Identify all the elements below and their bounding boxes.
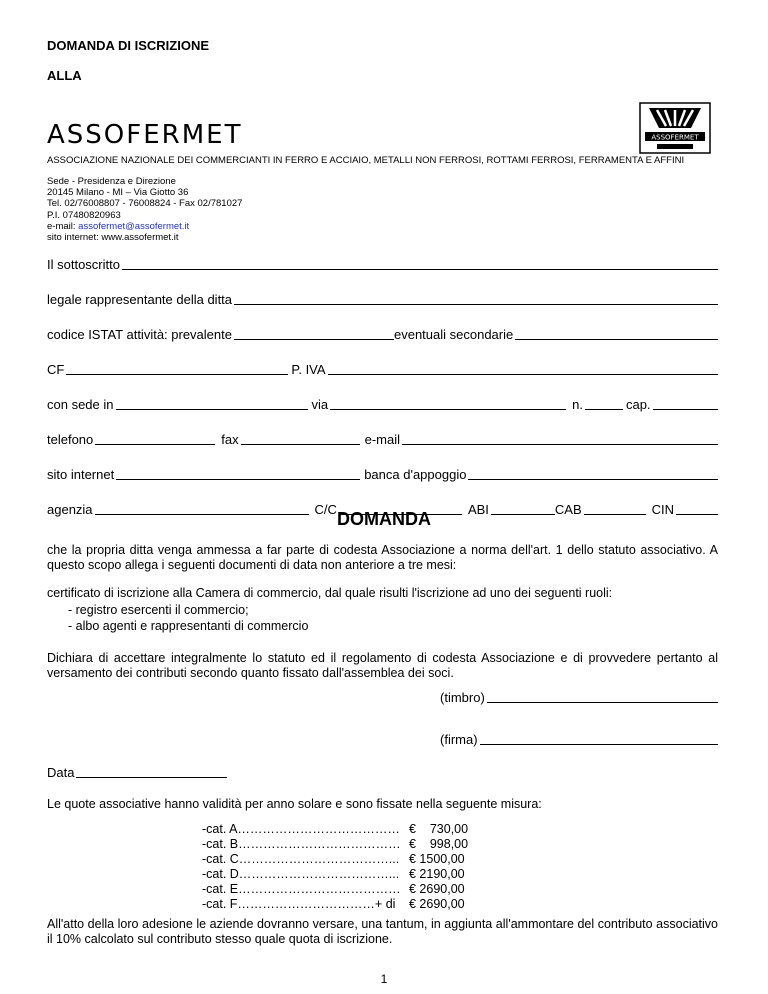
quote-category: -cat. B…………………………………: [202, 837, 401, 851]
piva-label: P. IVA: [291, 362, 326, 377]
email-field-label: e-mail: [364, 432, 401, 447]
firma-label: (firma): [440, 732, 478, 747]
list-item-registro: - registro esercenti il commercio;: [68, 603, 249, 617]
civico-label: n.: [572, 397, 583, 412]
via-field[interactable]: [330, 397, 566, 410]
sito-label: sito internet: [47, 467, 115, 482]
certificato-text: certificato di iscrizione alla Camera di commercio, dal quale risulti l'iscrizione ad uno dei seguenti ruoli:: [47, 586, 613, 600]
website-line: sito internet: www.assofermet.it: [47, 232, 179, 244]
row-sede: [47, 394, 718, 412]
row-sottoscritto: [47, 254, 718, 272]
quote-row: [202, 882, 468, 897]
email-label: e-mail:: [47, 220, 79, 232]
logo-text: ASSOFERMET: [651, 133, 699, 142]
quote-amount: € 2690,00: [409, 882, 465, 896]
quote-amount: € 998,00: [409, 837, 469, 851]
quote-category: -cat. C………………………………...: [202, 852, 400, 866]
quote-category: -cat. F……………………………+ di: [202, 897, 396, 911]
secondarie-label: eventuali secondarie: [393, 327, 514, 342]
assofermet-logo: [639, 102, 711, 154]
telefono-field[interactable]: [95, 432, 215, 445]
legale-label: legale rappresentante della ditta: [47, 292, 233, 307]
timbro-label: (timbro): [440, 690, 485, 705]
fax-field[interactable]: [241, 432, 360, 445]
quote-intro: Le quote associative hanno validità per anno solare e sono fissate nella seguente misura:: [47, 797, 542, 811]
telefono-label: telefono: [47, 432, 94, 447]
quote-amount: € 2690,00: [409, 897, 465, 911]
row-timbro: [440, 687, 718, 705]
quote-category: -cat. E…………………………………: [202, 882, 401, 896]
email-field[interactable]: [402, 432, 718, 445]
quote-row: [202, 897, 468, 912]
sede-line2: 20145 Milano - MI – Via Giotto 36: [47, 187, 189, 199]
list-item-albo: - albo agenti e rappresentanti di commercio: [68, 619, 309, 633]
sede-field[interactable]: [116, 397, 308, 410]
association-full-name: ASSOCIAZIONE NAZIONALE DEI COMMERCIANTI IN FERRO E ACCIAIO, METALLI NON FERROSI, ROTTAMI FERROSI, FERRAMENTA E AFFINI: [47, 155, 685, 166]
brand-wordmark: ASSOFERMET: [47, 120, 243, 150]
row-istat: [47, 324, 718, 342]
domanda-title: DOMANDA: [337, 509, 431, 529]
sede-line3: Tel. 02/76008807 - 76008824 - Fax 02/781027: [47, 198, 243, 210]
dichiara-paragraph: Dichiara di accettare integralmente lo statuto ed il regolamento di codesta Associazione e di provvedere pertanto al versamento dei contributi secondo quanto fissato dall'assemblea dei soci.: [47, 651, 718, 680]
quote-row: [202, 852, 468, 867]
quote-table: [202, 822, 468, 912]
quote-row: [202, 837, 468, 852]
ditta-field[interactable]: [234, 292, 718, 305]
quote-row: [202, 822, 468, 837]
cf-label: CF: [47, 362, 65, 377]
data-field[interactable]: [76, 765, 227, 778]
row-data: [47, 762, 227, 780]
form-title-line1: DOMANDA DI ISCRIZIONE: [47, 38, 210, 53]
cab-label: CAB: [554, 502, 582, 517]
row-cf: [47, 359, 718, 377]
quote-category: -cat. A…………………………………: [202, 822, 400, 836]
via-label: via: [311, 397, 329, 412]
sede-line1: Sede - Presidenza e Direzione: [47, 176, 176, 187]
firma-field[interactable]: [480, 732, 718, 745]
cc-label: C/C: [314, 502, 337, 517]
banca-label: banca d'appoggio: [364, 467, 467, 482]
row-sito: [47, 464, 718, 482]
quote-category: -cat. D………………………………...: [202, 867, 400, 881]
row-legale: [47, 289, 718, 307]
cf-field[interactable]: [66, 362, 288, 375]
email-link[interactable]: assofermet@assofermet.it: [78, 220, 190, 232]
istat-prevalente-field[interactable]: [234, 327, 394, 340]
istat-secondarie-field[interactable]: [515, 327, 718, 340]
sottoscritto-field[interactable]: [122, 257, 718, 270]
quote-amount: € 1500,00: [409, 852, 465, 866]
abi-label: ABI: [467, 502, 489, 517]
sede-info: [47, 176, 242, 243]
fax-label: fax: [221, 432, 239, 447]
civico-field[interactable]: [585, 397, 623, 410]
cap-label: cap.: [625, 397, 651, 412]
quote-amount: € 730,00: [409, 822, 469, 836]
piva-field[interactable]: [328, 362, 718, 375]
agenzia-label: agenzia: [47, 502, 93, 517]
quote-amount: € 2190,00: [409, 867, 465, 881]
sottoscritto-label: Il sottoscritto: [47, 257, 120, 272]
row-firma: [440, 729, 718, 747]
banca-field[interactable]: [468, 467, 718, 480]
sito-field[interactable]: [116, 467, 360, 480]
row-telefono: [47, 429, 718, 447]
domanda-paragraph: che la propria ditta venga ammessa a far parte di codesta Associazione a norma dell'art. 1 dello statuto associativo. A questo scopo allega i seguenti documenti di data non anteriore a tre mesi:: [47, 543, 718, 572]
sede-line4: P.I. 07480820963: [47, 209, 121, 221]
footer-paragraph: All'atto della loro adesione le aziende dovranno versare, una tantum, in aggiunta all'ammontare del contributo associativo il 10% calcolato sul contributo stesso quale quota di iscrizione.: [47, 917, 718, 946]
cin-label: CIN: [651, 502, 675, 517]
data-label: Data: [47, 765, 75, 780]
timbro-field[interactable]: [487, 690, 718, 703]
form-title-line2: ALLA: [47, 68, 82, 83]
sede-label: con sede in: [47, 397, 114, 412]
istat-label: codice ISTAT attività: prevalente: [47, 327, 232, 342]
quote-row: [202, 867, 468, 882]
cap-field[interactable]: [653, 397, 718, 410]
page-number: 1: [380, 972, 388, 986]
